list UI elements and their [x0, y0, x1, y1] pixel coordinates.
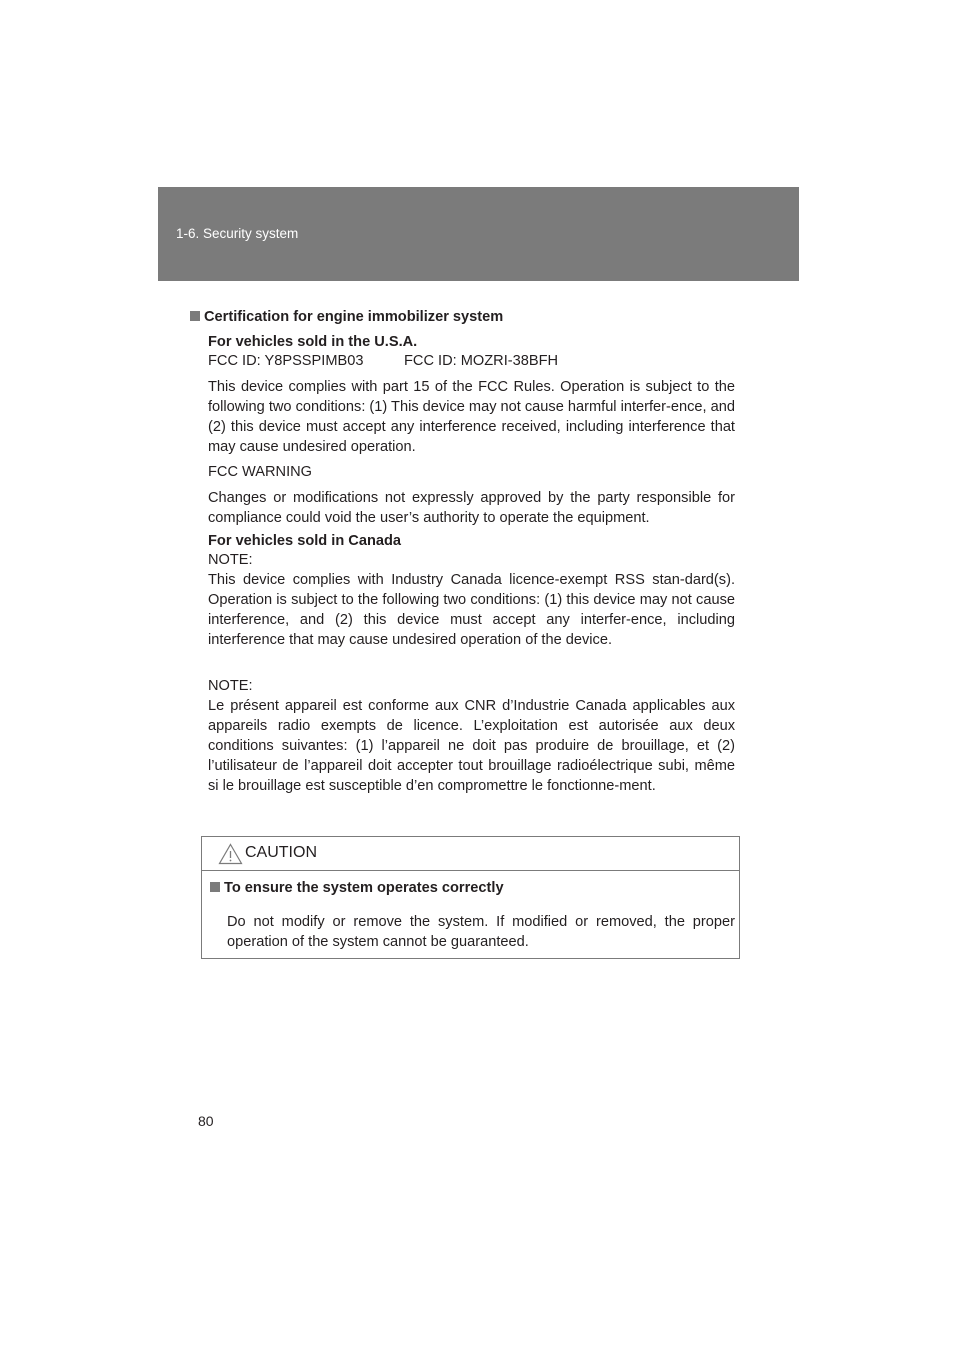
note-label-en: NOTE: — [208, 552, 253, 568]
fcc-id-1: FCC ID: Y8PSSPIMB03 — [208, 353, 364, 369]
canada-paragraph-en: This device complies with Industry Canada licence-exempt RSS stan-dard(s). Operation is subject to the following two conditions: (1) this device may not cause interference, and (2) this device must accept any interfer-ence, including interference that may cause undesired operation of the device. — [208, 572, 735, 648]
section-heading — [190, 307, 503, 327]
caution-subheading — [210, 880, 504, 896]
square-bullet-icon — [210, 882, 220, 892]
caution-text: Do not modify or remove the system. If modified or removed, the proper operation of the system cannot be guaranteed. — [227, 914, 735, 950]
section-heading-text: Certification for engine immobilizer system — [204, 309, 504, 325]
section-title: 1-6. Security system — [176, 226, 299, 241]
fcc-warning-paragraph: Changes or modifications not expressly approved by the party responsible for compliance could void the user’s authority to operate the equipment. — [208, 490, 735, 526]
caution-title: CAUTION — [245, 844, 317, 861]
canada-heading: For vehicles sold in Canada — [208, 533, 402, 549]
warning-triangle-icon — [218, 843, 243, 865]
canada-paragraph-fr: Le présent appareil est conforme aux CNR d’Industrie Canada applicables aux appareils radio exempts de licence. L’exploitation est autorisée aux deux conditions suivantes: (1) l’appareil ne doit pas produire de brouillage, et (2) l’utilisateur de l’appareil doit accepter tout brouillage radioélectrique subi, même si le brouillage est susceptible d’en compromettre le fonctionne-ment. — [208, 698, 735, 794]
section-header-bar — [158, 187, 799, 281]
fcc-compliance-paragraph: This device complies with part 15 of the FCC Rules. Operation is subject to the following two conditions: (1) This device may not cause harmful interfer-ence, and (2) this device must accept any interference received, including interference that may cause undesired operation. — [208, 379, 735, 455]
caution-subheading-text: To ensure the system operates correctly — [224, 880, 504, 896]
usa-heading: For vehicles sold in the U.S.A. — [208, 334, 418, 350]
page-number: 80 — [198, 1113, 214, 1129]
square-bullet-icon — [190, 311, 200, 321]
fcc-id-row — [208, 351, 735, 371]
caution-box — [201, 836, 740, 959]
fcc-id-2: FCC ID: MOZRI-38BFH — [404, 353, 559, 369]
caution-header — [202, 837, 739, 871]
note-label-fr: NOTE: — [208, 678, 253, 694]
fcc-warning-label: FCC WARNING — [208, 464, 313, 480]
